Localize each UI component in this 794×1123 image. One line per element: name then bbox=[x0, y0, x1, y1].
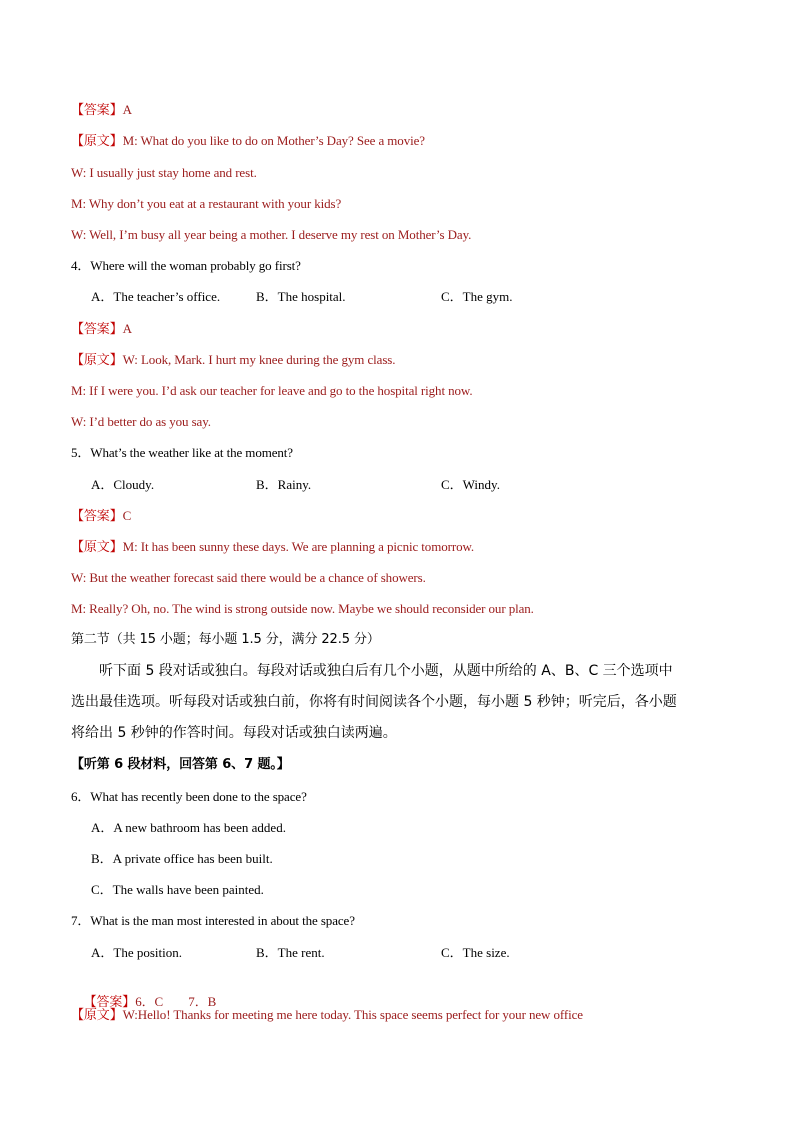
question-6: 6．What has recently been done to the space? bbox=[71, 789, 307, 804]
transcript-text: W: Look, Mark. I hurt my knee during the gym class. bbox=[122, 352, 396, 367]
q6-option-b: B．A private office has been built. bbox=[91, 851, 273, 866]
section-instructions: 听下面 5 段对话或独白。每段对话或独白后有几个小题，从题中所给的 A、B、C 三个选项中选出最佳选项。听每段对话或独白前，你将有时间阅读各个小题，每小题 5 秒钟；听完后，各小题将给出 5 秒钟的作答时间。每段对话或独白读两遍。 bbox=[71, 663, 677, 741]
q5-option-a: A．Cloudy. bbox=[91, 477, 155, 492]
q4-option-a: A．The teacher’s office. bbox=[91, 289, 221, 304]
q5-option-b: B．Rainy. bbox=[256, 477, 312, 492]
transcript-line: M: If I were you. I’d ask our teacher for leave and go to the hospital right now. bbox=[71, 383, 473, 398]
question-4: 4．Where will the woman probably go first? bbox=[71, 258, 301, 273]
transcript-label: 【原文】 bbox=[71, 353, 123, 368]
transcript-text: M: What do you like to do on Mother’s Day? See a movie? bbox=[122, 133, 425, 148]
q6-option-a: A．A new bathroom has been added. bbox=[91, 820, 286, 835]
q4-option-c: C．The gym. bbox=[441, 289, 513, 304]
transcript-line: W: I usually just stay home and rest. bbox=[71, 165, 257, 180]
transcript-line: W: I’d better do as you say. bbox=[71, 414, 211, 429]
question-5: 5．What’s the weather like at the moment? bbox=[71, 445, 293, 460]
q4-option-b: B．The hospital. bbox=[256, 289, 346, 304]
transcript-line bbox=[71, 538, 474, 557]
answer-label: 【答案】 bbox=[71, 103, 123, 118]
answer-value: 6．C 7．B bbox=[135, 994, 217, 1009]
answer-value: A bbox=[122, 321, 132, 336]
answer-line bbox=[71, 101, 132, 120]
transcript-line bbox=[71, 351, 395, 370]
section-heading: 第二节（共 15 小题；每小题 1.5 分，满分 22.5 分） bbox=[71, 632, 380, 647]
answer-value: A bbox=[122, 102, 132, 117]
answer-line bbox=[71, 507, 131, 526]
transcript-line bbox=[71, 132, 425, 151]
transcript-text: M: It has been sunny these days. We are planning a picnic tomorrow. bbox=[122, 539, 475, 554]
question-7: 7．What is the man most interested in about the space? bbox=[71, 913, 355, 928]
answer-label: 【答案】 bbox=[71, 322, 123, 337]
q5-option-c: C．Windy. bbox=[441, 477, 500, 492]
q7-option-a: A．The position. bbox=[91, 945, 182, 960]
material-heading: 【听第 6 段材料，回答第 6、7 题。】 bbox=[71, 757, 290, 772]
transcript-label: 【原文】 bbox=[71, 540, 123, 555]
answer-value: C bbox=[122, 508, 132, 523]
transcript-line: M: Why don’t you eat at a restaurant with your kids? bbox=[71, 196, 342, 211]
transcript-label: 【原文】 bbox=[71, 1008, 123, 1023]
transcript-line bbox=[71, 1006, 583, 1025]
transcript-label: 【原文】 bbox=[71, 134, 123, 149]
transcript-line: W: Well, I’m busy all year being a mother. I deserve my rest on Mother’s Day. bbox=[71, 227, 472, 242]
transcript-line: W: But the weather forecast said there would be a chance of showers. bbox=[71, 570, 426, 585]
transcript-line: M: Really? Oh, no. The wind is strong outside now. Maybe we should reconsider our plan. bbox=[71, 601, 534, 616]
answer-label: 【答案】 bbox=[83, 995, 136, 1010]
answer-line bbox=[71, 320, 132, 339]
q7-option-b: B．The rent. bbox=[256, 945, 325, 960]
q6-option-c: C．The walls have been painted. bbox=[91, 882, 264, 897]
q7-option-c: C．The size. bbox=[441, 945, 510, 960]
transcript-text: W:Hello! Thanks for meeting me here today. This space seems perfect for your new office bbox=[122, 1007, 583, 1022]
answer-label: 【答案】 bbox=[71, 509, 123, 524]
